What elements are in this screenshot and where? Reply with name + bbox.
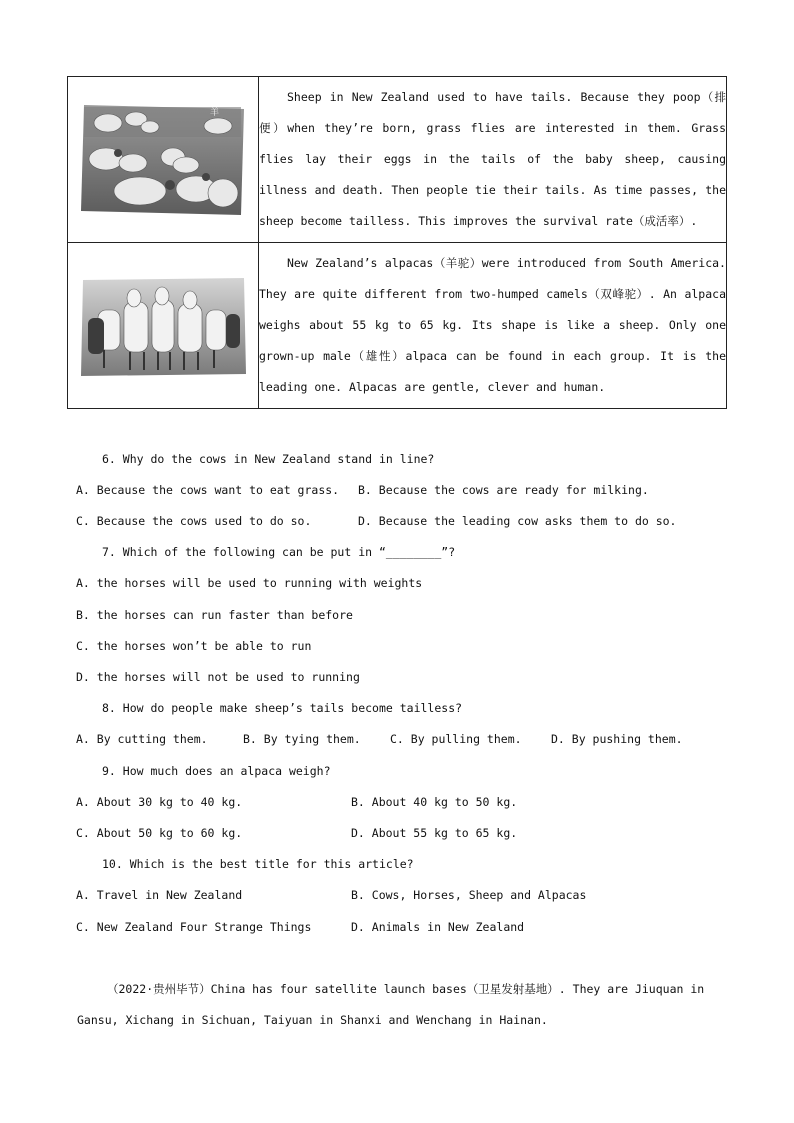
question-7-option-c: C. the horses won’t be able to run (76, 639, 312, 653)
sheep-photo (78, 101, 248, 219)
question-text: Why do the cows in New Zealand stand in line? (122, 452, 435, 466)
question-number: 10. (102, 857, 123, 871)
photo-watermark-text: 羊 (210, 107, 220, 118)
question-text: Which is the best title for this article? (129, 857, 414, 871)
sheep-paragraph (259, 82, 726, 237)
alpaca-paragraph-text: New Zealand’s alpacas（羊驼）were introduced from South America. They are quite different from two-humped camels（双峰驼）. An alpaca weighs about 55 kg to 65 kg. Its shape is like a sheep. Only one grown-up male（雄性）alpaca can be found in each group. It is the leading one. Alpacas are gentle, clever and human. (259, 256, 726, 394)
passage-text: China has four satellite launch bases（卫星发射基地）. They are Jiuquan in Gansu, Xichang in Sichuan, Taiyuan in Shanxi and Wenchang in Hainan. (77, 982, 705, 1027)
question-10-option-c: C. New Zealand Four Strange Things (76, 920, 312, 934)
table-row-sheep (68, 77, 727, 243)
table-row-alpaca (68, 243, 727, 409)
question-8-option-d: D. By pushing them. (551, 732, 683, 746)
question-8-stem (102, 701, 462, 715)
question-10-option-a: A. Travel in New Zealand (76, 888, 243, 902)
question-7-option-b: B. the horses can run faster than before (76, 608, 353, 622)
question-number: 7. (102, 545, 116, 559)
question-6-option-b: B. Because the cows are ready for milking. (358, 483, 649, 497)
question-9-option-d: D. About 55 kg to 65 kg. (351, 826, 518, 840)
question-8-option-c: C. By pulling them. (390, 732, 522, 746)
animal-info-table (67, 76, 727, 409)
question-6-option-c: C. Because the cows used to do so. (76, 514, 312, 528)
question-9-option-b: B. About 40 kg to 50 kg. (351, 795, 518, 809)
question-number: 6. (102, 452, 116, 466)
question-7-stem (102, 545, 455, 559)
question-7-option-d: D. the horses will not be used to running (76, 670, 360, 684)
alpaca-photo (78, 274, 248, 378)
question-9-stem (102, 764, 331, 778)
alpaca-paragraph (259, 248, 726, 403)
sheep-paragraph-text: Sheep in New Zealand used to have tails. Because they poop（排便）when they’re born, grass flies are interested in them. Grass flies lay their eggs in the tails of the baby sheep, causing illness and death. Then people tie their tails. As time passes, the sheep become tailless. This improves the survival rate（成活率）. (259, 90, 726, 228)
question-7-option-a: A. the horses will be used to running with weights (76, 576, 423, 590)
passage-source: （2022·贵州毕节） (107, 982, 211, 996)
sheep-text-cell (259, 77, 727, 243)
question-text: How much does an alpaca weigh? (122, 764, 331, 778)
next-passage-intro (77, 974, 727, 1036)
sheep-photo-cell (68, 77, 259, 243)
question-text: How do people make sheep’s tails become tailless? (122, 701, 463, 715)
question-10-option-d: D. Animals in New Zealand (351, 920, 525, 934)
alpaca-text-cell (259, 243, 727, 409)
alpaca-photo-cell (68, 243, 259, 409)
question-9-option-c: C. About 50 kg to 60 kg. (76, 826, 243, 840)
question-number: 9. (102, 764, 116, 778)
question-6-option-d: D. Because the leading cow asks them to do so. (358, 514, 677, 528)
question-10-stem (102, 857, 414, 871)
question-10-option-b: B. Cows, Horses, Sheep and Alpacas (351, 888, 587, 902)
question-6-stem (102, 452, 434, 466)
question-8-option-b: B. By tying them. (243, 732, 361, 746)
question-number: 8. (102, 701, 116, 715)
question-8-option-a: A. By cutting them. (76, 732, 208, 746)
question-text: Which of the following can be put in “________”? (122, 545, 456, 559)
question-9-option-a: A. About 30 kg to 40 kg. (76, 795, 243, 809)
question-6-option-a: A. Because the cows want to eat grass. (76, 483, 340, 497)
